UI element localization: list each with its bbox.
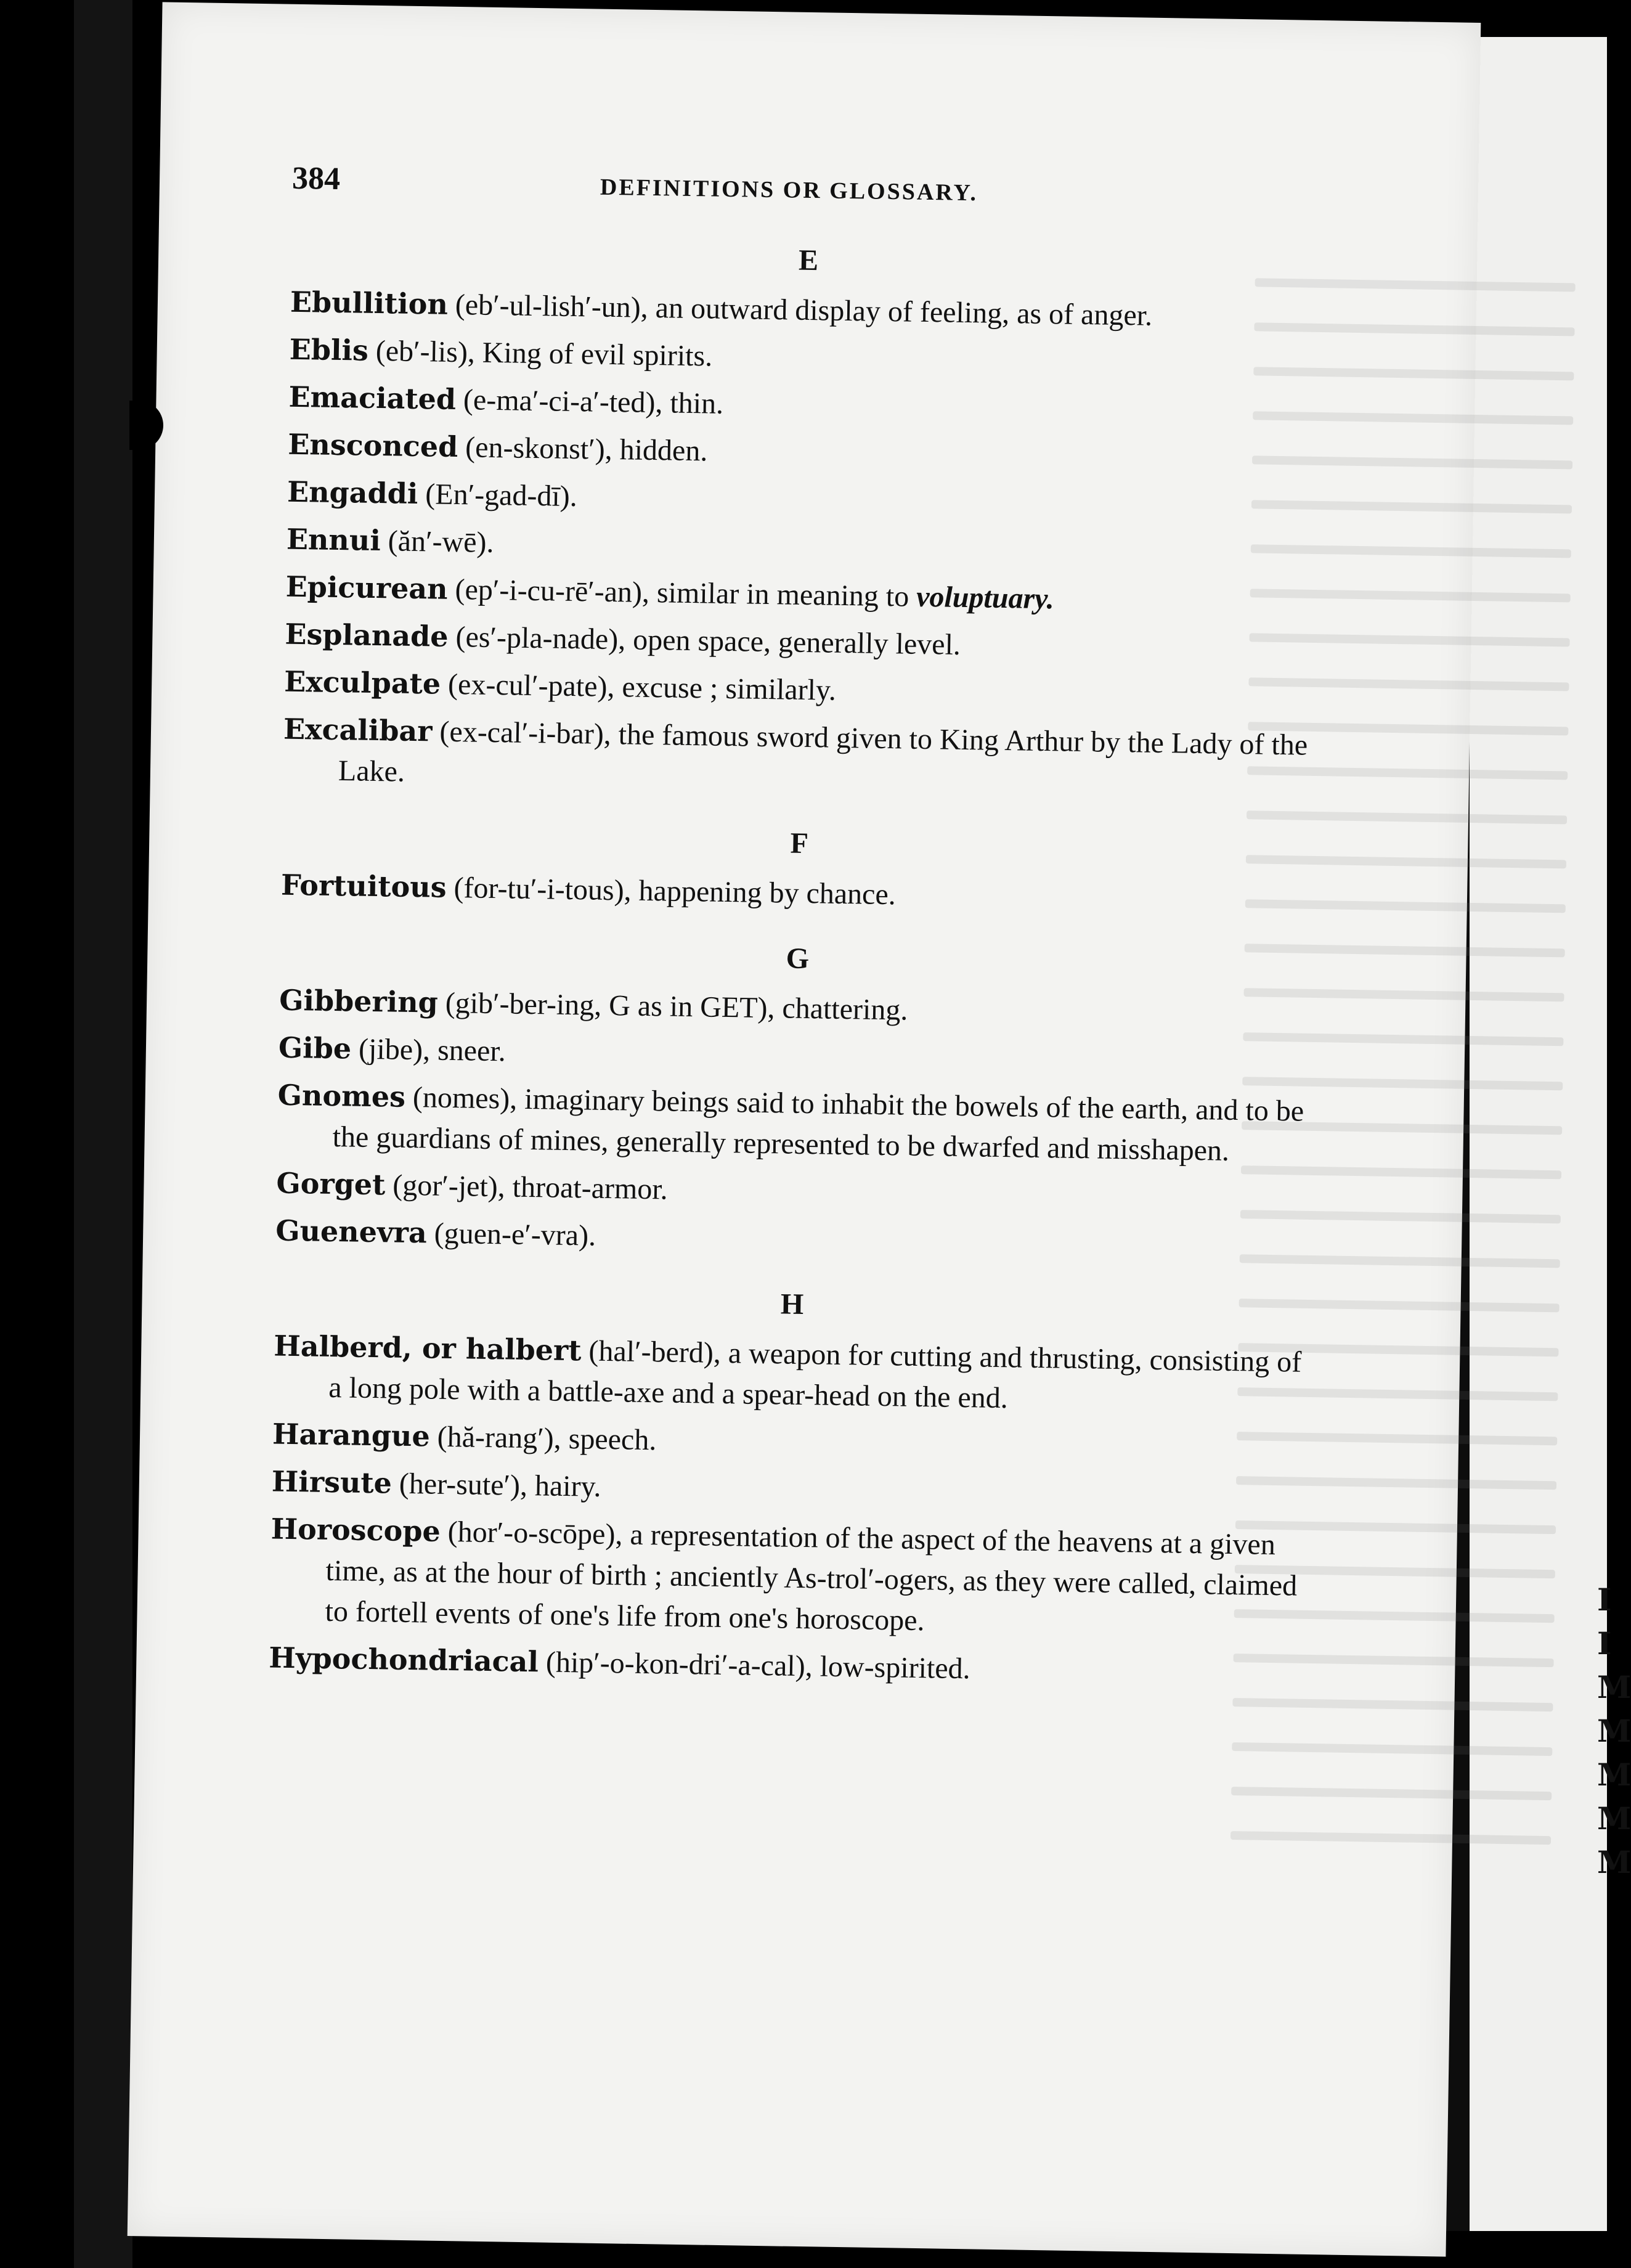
entry-definition: (ex-cul′-pate), excuse ; similarly. — [440, 667, 837, 707]
entry-definition: (gor′-jet), throat-armor. — [384, 1169, 669, 1206]
glossary-entry — [287, 471, 1323, 529]
glossary-entry — [290, 282, 1325, 339]
glossary-entry — [288, 424, 1324, 481]
glossary-entry — [269, 1508, 1306, 1647]
entry-headword: Halberd, or halbert — [273, 1329, 582, 1368]
entry-definition: (ep′-i-cu-rē′-an), similar in meaning to — [447, 573, 917, 613]
glossary-entry — [288, 377, 1324, 434]
glossary-sections — [269, 232, 1327, 1695]
entry-definition: (hă-rang′), speech. — [429, 1420, 657, 1457]
entry-headword: Ebullition — [290, 285, 449, 321]
entry-headword: Eblis — [289, 332, 369, 367]
entry-definition: (hor′-o-scōpe), a representation of the aspect of the heavens at a given time, as at the hour of birth ; anciently As-trol′-ogers, as they were called, claimed to fortell events of one's life from one's horoscope. — [325, 1515, 1298, 1638]
entry-headword: Fortuitous — [280, 868, 447, 904]
book-binding-shadow — [74, 0, 132, 2268]
margin-letter: M — [1597, 1756, 1631, 1793]
entry-headword: Ennui — [286, 522, 381, 558]
entry-headword: Gnomes — [277, 1078, 406, 1114]
entry-headword: Excalibar — [283, 712, 433, 748]
entry-definition: (jibe), sneer. — [351, 1032, 506, 1068]
glossary-entry — [281, 865, 1317, 922]
glossary-entry — [283, 709, 1319, 807]
entry-definition: (nomes), imaginary beings said to inhabit the bowels of the earth, and to be the guardians of mines, generally represented to be dwarfed and misshapen. — [332, 1080, 1304, 1167]
entry-headword: Hypochondriacal — [269, 1641, 539, 1679]
entry-definition: (En′-gad-dī). — [417, 478, 578, 513]
entry-headword: Horoscope — [270, 1512, 441, 1548]
entry-definition: (for-tu′-i-tous), happening by chance. — [446, 871, 897, 912]
entry-definition: (hip′-o-kon-dri′-a-cal), low-spirited. — [538, 1646, 971, 1686]
entry-headword: Exculpate — [283, 664, 441, 701]
glossary-entry — [284, 661, 1320, 719]
glossary-entry — [273, 1326, 1309, 1424]
entry-definition: (en-skonst′), hidden. — [457, 431, 708, 468]
entry-headword: Emaciated — [288, 380, 457, 416]
margin-letter: I — [1597, 1581, 1612, 1618]
entry-headword: Hirsute — [271, 1464, 392, 1500]
entry-headword: Gibe — [278, 1030, 352, 1066]
entry-definition: (e-ma′-ci-a′-ted), thin. — [455, 383, 724, 420]
section-letter: G — [786, 942, 810, 976]
entry-definition: (eb′-ul-lish′-un), an outward display of feeling, as of anger. — [447, 288, 1153, 332]
page-number: 384 — [291, 160, 341, 197]
entry-definition: (guen-e′-vra). — [426, 1217, 596, 1252]
page-header — [291, 158, 1327, 224]
glossary-entry — [277, 1075, 1313, 1173]
entry-definition: (eb′-lis), King of evil spirits. — [368, 334, 713, 373]
running-title: DEFINITIONS OR GLOSSARY. — [600, 174, 978, 206]
entry-italic-term: voluptuary. — [916, 580, 1055, 616]
entry-headword: Engaddi — [287, 475, 418, 511]
entry-headword: Guenevra — [275, 1214, 428, 1250]
margin-letter: M — [1597, 1800, 1631, 1837]
entry-headword: Esplanade — [285, 617, 449, 653]
entry-definition: (her-sute′), hairy. — [391, 1467, 601, 1503]
entry-definition: (ăn′-wē). — [380, 524, 494, 559]
section-letter: E — [798, 243, 819, 277]
entry-headword: Gibbering — [279, 983, 439, 1019]
entry-headword: Epicurean — [285, 569, 449, 606]
entry-definition: (hal′-berd), a weapon for cutting and thrusting, consisting of a long pole with a battle-axe and a spear-head on the end. — [328, 1334, 1302, 1415]
glossary-entry — [269, 1637, 1304, 1694]
glossary-entry — [285, 614, 1320, 671]
margin-letter: I — [1597, 1625, 1612, 1662]
glossary-content — [269, 158, 1328, 1701]
glossary-entry — [275, 1210, 1311, 1268]
glossary-entry — [272, 1414, 1308, 1471]
glossary-entry — [286, 519, 1322, 576]
book-page — [128, 2, 1481, 2256]
glossary-entry — [276, 1163, 1312, 1220]
entry-headword: Ensconced — [287, 427, 458, 464]
section-letter: F — [790, 826, 809, 860]
margin-letter: M — [1597, 1713, 1631, 1749]
glossary-entry — [289, 329, 1325, 386]
margin-letter: M — [1597, 1844, 1631, 1880]
entry-definition: (ex-cal′-i-bar), the famous sword given to King Arthur by the Lady of the Lake. — [338, 715, 1308, 788]
entry-definition: (gib′-ber-ing, G as in GET), chattering. — [437, 986, 908, 1027]
section-letter: H — [780, 1287, 804, 1321]
glossary-entry — [271, 1461, 1307, 1519]
facing-page-margin-letters — [1597, 1578, 1631, 1884]
entry-definition: (es′-pla-nade), open space, generally level. — [448, 620, 961, 661]
entry-headword: Gorget — [276, 1166, 386, 1202]
glossary-entry — [279, 980, 1315, 1037]
glossary-entry — [285, 566, 1321, 624]
entry-headword: Harangue — [272, 1417, 431, 1453]
margin-letter: M — [1597, 1669, 1631, 1705]
glossary-entry — [278, 1027, 1314, 1085]
